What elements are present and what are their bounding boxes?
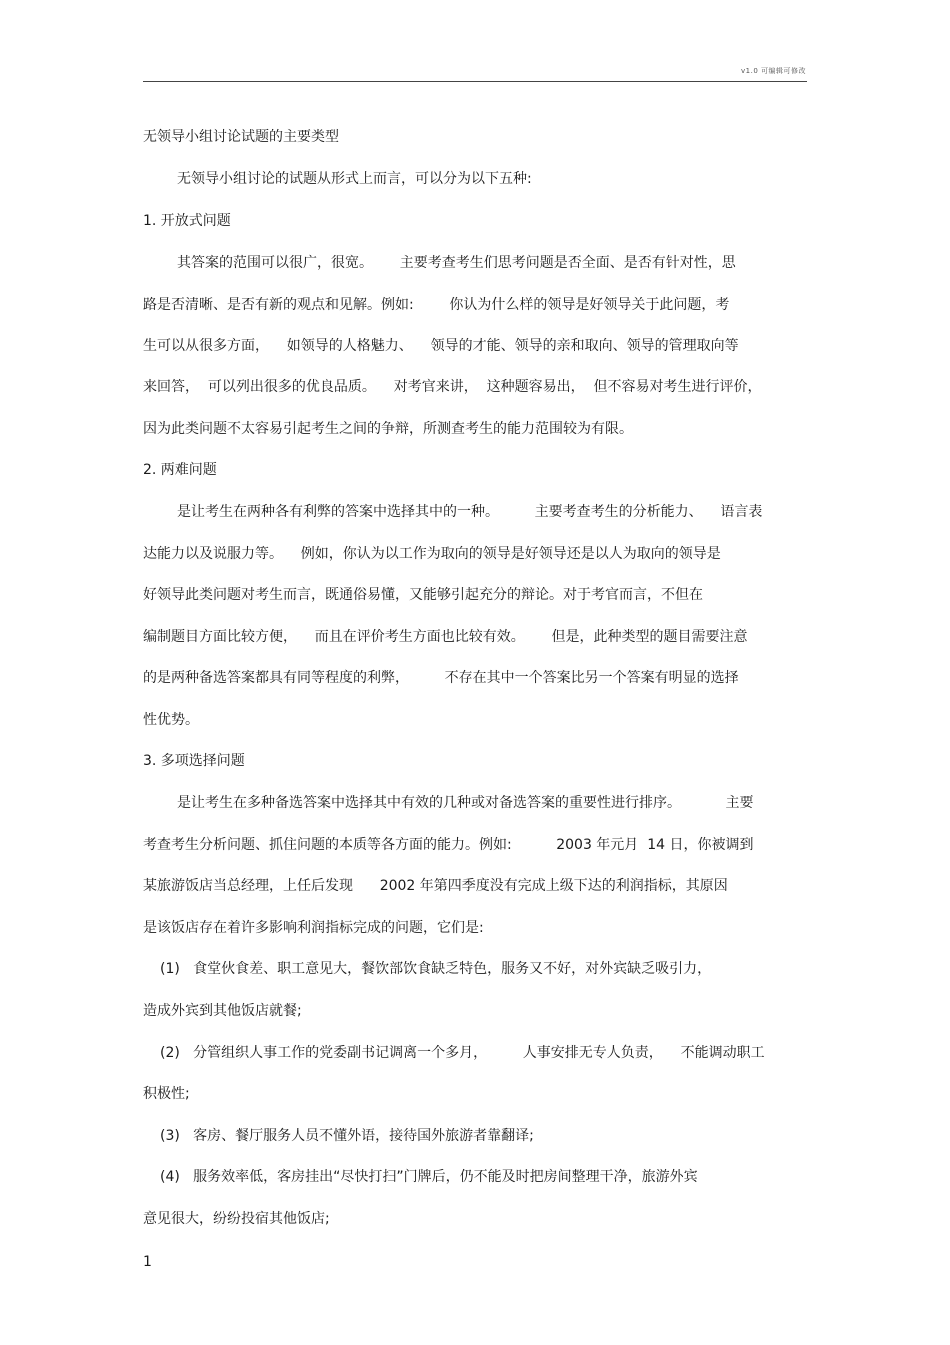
paragraph-line: 达能力以及说服力等。 例如，你认为以工作为取向的领导是好领导还是以人为取向的领导是 (143, 546, 721, 562)
paragraph-line: 编制题目方面比较方便， 而且在评价考生方面也比较有效。 但是，此种类型的题目需要注意 (143, 629, 748, 645)
paragraph-line: 好领导此类问题对考生而言，既通俗易懂，又能够引起充分的辩论。对于考官而言，不但在 (143, 587, 703, 603)
list-item: (2) 分管组织人事工作的党委副书记调离一个多月， 人事安排无专人负责， 不能调动职工 (160, 1045, 765, 1061)
document-title: 无领导小组讨论试题的主要类型 (143, 129, 339, 145)
header-version-note: v1.0 可编辑可修改 (741, 67, 806, 75)
list-item: (1) 食堂伙食差、职工意见大，餐饮部饮食缺乏特色，服务又不好，对外宾缺乏吸引力， (160, 961, 712, 977)
paragraph-line: 路是否清晰、是否有新的观点和见解。例如: 你认为什么样的领导是好领导关于此问题，考 (143, 297, 730, 313)
paragraph-line: 考查考生分析问题、抓住问题的本质等各方面的能力。例如: 2003 年元月 14 日，你被调到 (143, 837, 754, 853)
list-item-continuation: 造成外宾到其他饭店就餐; (143, 1003, 302, 1019)
section-heading-dilemma-questions: 2. 两难问题 (143, 462, 217, 478)
paragraph-line: 生可以从很多方面， 如领导的人格魅力、 领导的才能、领导的亲和取向、领导的管理取向等 (143, 338, 739, 354)
paragraph-line: 其答案的范围可以很广，很宽。 主要考查考生们思考问题是否全面、是否有针对性，思 (177, 255, 736, 271)
paragraph-line: 来回答， 可以列出很多的优良品质。 对考官来讲， 这种题容易出， 但不容易对考生进行评价， (143, 379, 762, 395)
paragraph-line: 是让考生在两种各有利弊的答案中选择其中的一种。 主要考查考生的分析能力、 语言表 (177, 504, 763, 520)
list-item: (3) 客房、餐厅服务人员不懂外语，接待国外旅游者靠翻译; (160, 1128, 534, 1144)
page-number: 1 (143, 1254, 152, 1270)
paragraph-line: 的是两种备选答案都具有同等程度的利弊， 不存在其中一个答案比另一个答案有明显的选择 (143, 670, 739, 686)
paragraph-line: 因为此类问题不太容易引起考生之间的争辩，所测查考生的能力范围较为有限。 (143, 421, 633, 437)
section-heading-open-questions: 1. 开放式问题 (143, 213, 231, 229)
paragraph-line: 性优势。 (143, 712, 199, 728)
paragraph-line: 是让考生在多种备选答案中选择其中有效的几种或对备选答案的重要性进行排序。 主要 (177, 795, 754, 811)
intro-paragraph: 无领导小组讨论的试题从形式上而言，可以分为以下五种: (177, 171, 532, 187)
paragraph-line: 某旅游饭店当总经理，上任后发现 2002 年第四季度没有完成上级下达的利润指标，其原因 (143, 878, 728, 894)
header-rule (143, 81, 807, 82)
section-heading-multiple-choice: 3. 多项选择问题 (143, 753, 245, 769)
list-item-continuation: 积极性; (143, 1086, 190, 1102)
list-item: (4) 服务效率低，客房挂出“尽快打扫”门牌后，仍不能及时把房间整理干净，旅游外宾 (160, 1169, 698, 1185)
paragraph-line: 是该饭店存在着许多影响利润指标完成的问题，它们是: (143, 920, 484, 936)
list-item-continuation: 意见很大，纷纷投宿其他饭店; (143, 1211, 330, 1227)
